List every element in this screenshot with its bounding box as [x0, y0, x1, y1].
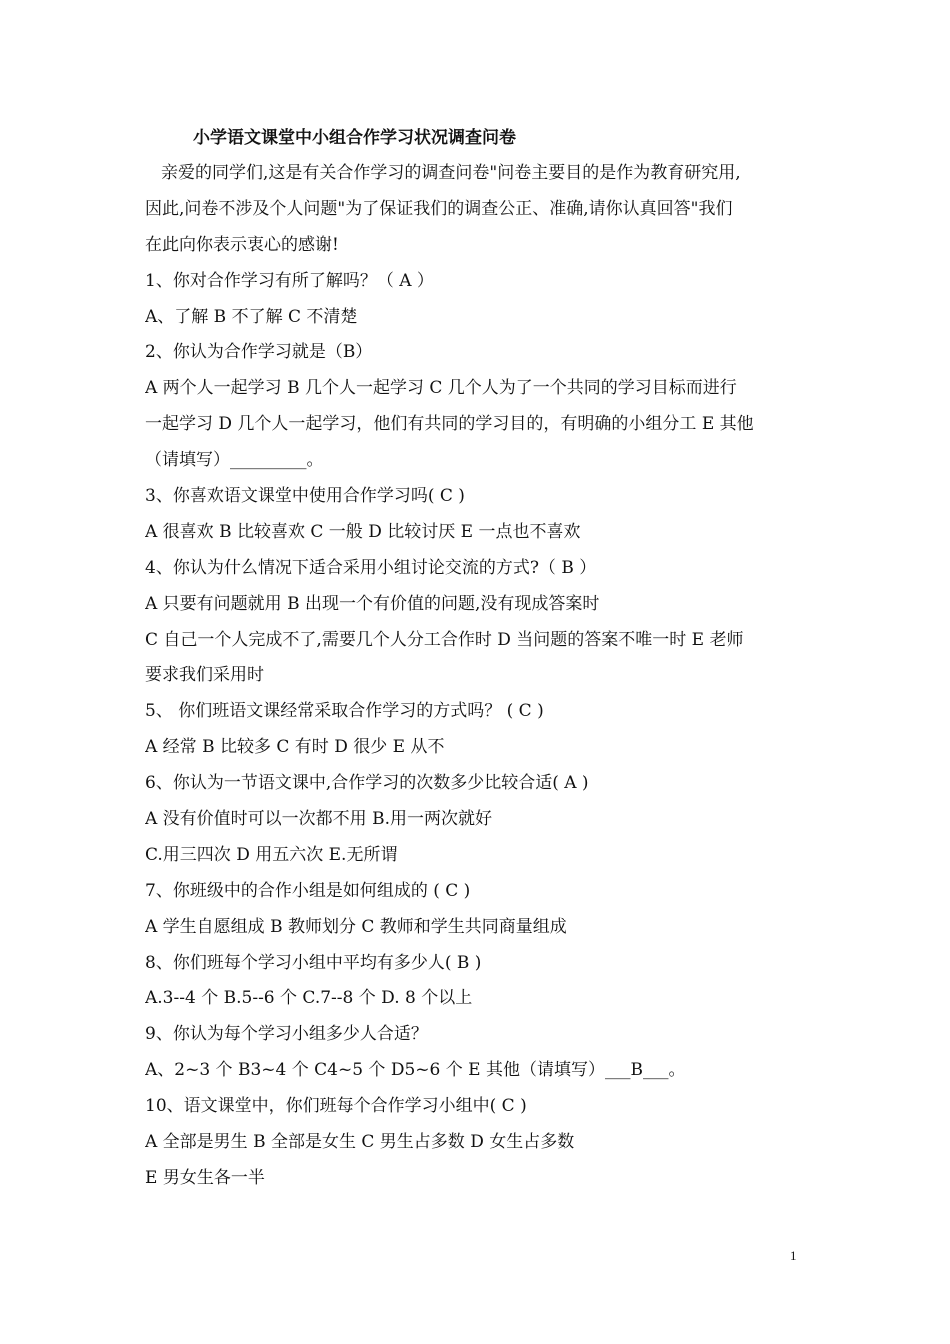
question-6: 6、你认为一节语文课中,合作学习的次数多少比较合适( A )	[145, 773, 589, 794]
question-7: 7、你班级中的合作小组是如何组成的 ( C )	[145, 880, 471, 901]
question-1-options: A、了解 B 不了解 C 不清楚	[145, 306, 358, 327]
question-9-options: A、2~3 个 B3~4 个 C4~5 个 D5~6 个 E 其他（请填写）___B___。	[145, 1060, 686, 1081]
question-2-options-line-3: （请填写）_________。	[145, 450, 324, 471]
question-4-options-line-2: C 自己一个人完成不了,需要几个人分工合作时 D 当问题的答案不唯一时 E 老师	[145, 629, 744, 650]
question-8: 8、你们班每个学习小组中平均有多少人( B )	[145, 952, 482, 973]
question-9: 9、你认为每个学习小组多少人合适？	[145, 1024, 428, 1045]
intro-line-2: 因此,问卷不涉及个人问题"为了保证我们的调查公正、准确,请你认真回答"我们	[145, 198, 733, 219]
question-10-options-line-2: E 男女生各一半	[145, 1167, 265, 1188]
question-4-options-line-3: 要求我们采用时	[145, 665, 264, 686]
question-1: 1、你对合作学习有所了解吗？（ A ）	[145, 270, 434, 291]
question-3: 3、你喜欢语文课堂中使用合作学习吗( C )	[145, 486, 465, 507]
question-5: 5、 你们班语文课经常采取合作学习的方式吗？ ( C )	[145, 701, 544, 722]
question-4-options-line-1: A 只要有问题就用 B 出现一个有价值的问题,没有现成答案时	[145, 593, 600, 614]
question-3-options: A 很喜欢 B 比较喜欢 C 一般 D 比较讨厌 E 一点也不喜欢	[145, 521, 581, 542]
question-10: 10、语文课堂中，你们班每个合作学习小组中( C )	[145, 1096, 527, 1117]
question-10-options-line-1: A 全部是男生 B 全部是女生 C 男生占多数 D 女生占多数	[145, 1132, 575, 1153]
question-2-options-line-1: A 两个人一起学习 B 几个人一起学习 C 几个人为了一个共同的学习目标而进行	[145, 378, 737, 399]
question-4: 4、你认为什么情况下适合采用小组讨论交流的方式?（ B ）	[145, 557, 597, 578]
document-title: 小学语文课堂中小组合作学习状况调查问卷	[193, 128, 516, 148]
page-number: 1	[790, 1248, 797, 1263]
question-7-options: A 学生自愿组成 B 教师划分 C 教师和学生共同商量组成	[145, 916, 567, 937]
question-6-options-line-2: C.用三四次 D 用五六次 E.无所谓	[145, 844, 398, 865]
intro-line-1: 亲爱的同学们,这是有关合作学习的调查问卷"问卷主要目的是作为教育研究用,	[161, 163, 741, 183]
question-8-options: A.3--4 个 B.5--6 个 C.7--8 个 D. 8 个以上	[145, 988, 473, 1009]
document-body	[145, 120, 825, 1197]
question-5-options: A 经常 B 比较多 C 有时 D 很少 E 从不	[145, 737, 445, 758]
intro-line-3: 在此向你表示衷心的感谢!	[145, 234, 339, 255]
question-6-options-line-1: A 没有价值时可以一次都不用 B.用一两次就好	[145, 809, 492, 830]
question-2-options-line-2: 一起学习 D 几个人一起学习，他们有共同的学习目的，有明确的小组分工 E 其他	[145, 414, 754, 435]
question-2: 2、你认为合作学习就是（B）	[145, 342, 373, 363]
